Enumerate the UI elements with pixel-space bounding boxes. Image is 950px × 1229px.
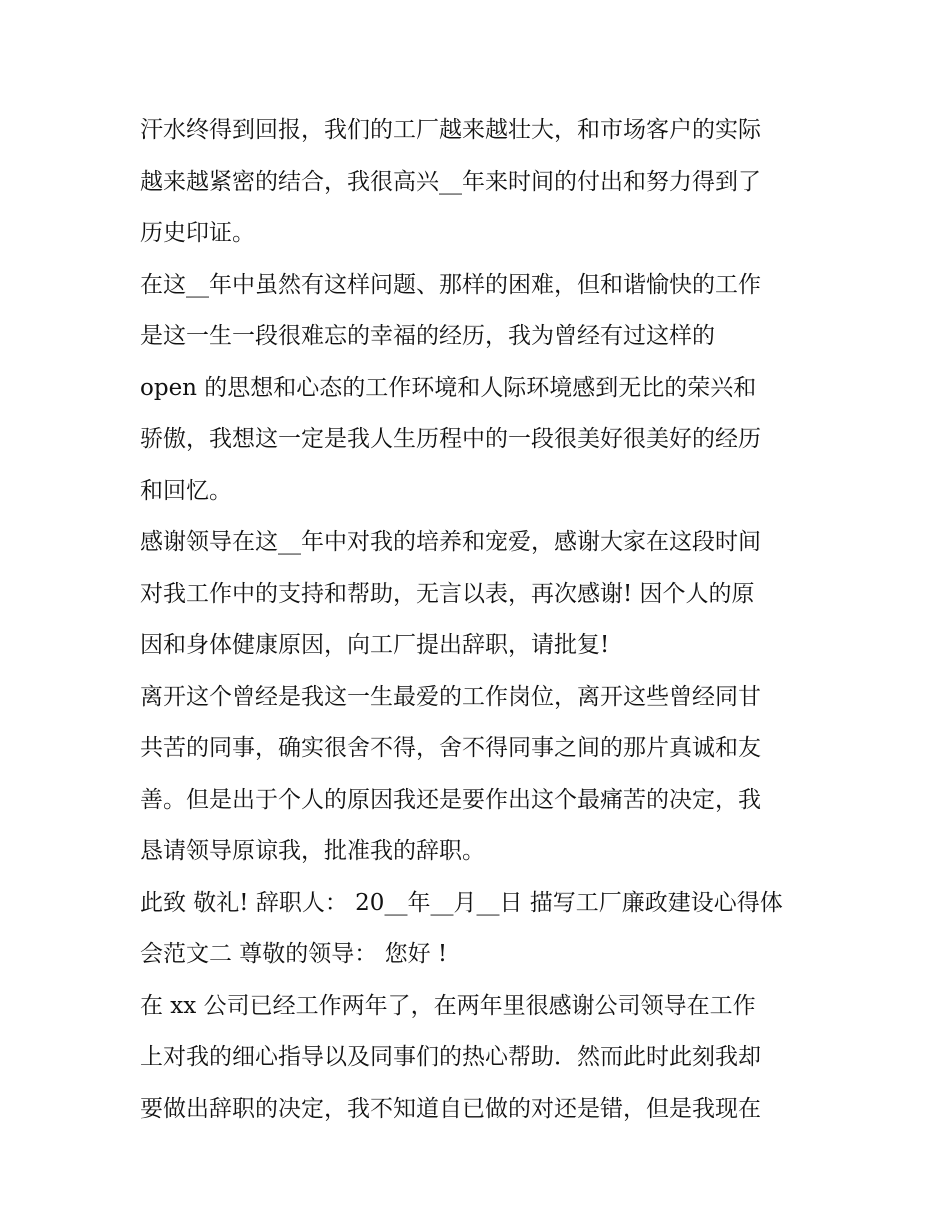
document-body (140, 105, 820, 1135)
text-line: 感谢领导在这__年中对我的培养和宠爱，感谢大家在这段时间 (140, 529, 761, 555)
text-line: 善。但是出于个人的原因我还是要作出这个最痛苦的决定，我 (140, 786, 761, 813)
text-line: 共苦的同事，确实很舍不得，舍不得同事之间的那片真诚和友 (140, 735, 761, 761)
text-line: 会范文二 尊敬的领导： 您好 ! (140, 941, 448, 967)
text-line: 是这一生一段很难忘的幸福的经历，我为曾经有过这样的 (140, 323, 715, 349)
text-line: 离开这个曾经是我这一生最爱的工作岗位，离开这些曾经同甘 (140, 683, 761, 710)
text-line: 骄傲，我想这一定是我人生历程中的一段很美好很美好的经历 (140, 426, 761, 452)
text-line: 在这__年中虽然有这样问题、那样的困难，但和谐愉快的工作 (140, 271, 761, 298)
text-line: 在 xx 公司已经工作两年了，在两年里很感谢公司领导在工作 (140, 992, 756, 1019)
text-line: 恳请领导原谅我，批准我的辞职。 (140, 838, 485, 864)
text-line: open 的思想和心态的工作环境和人际环境感到无比的荣兴和 (140, 374, 757, 401)
text-line: 对我工作中的支持和帮助，无言以表，再次感谢! 因个人的原 (140, 580, 755, 607)
text-line: 汗水终得到回报，我们的工厂越来越壮大，和市场客户的实际 (140, 117, 761, 143)
text-line: 和回忆。 (140, 477, 232, 504)
text-line: 上对我的细心指导以及同事们的热心帮助．然而此时此刻我却 (140, 1044, 761, 1070)
text-line: 越来越紧密的结合，我很高兴__年来时间的付出和努力得到了 (140, 168, 761, 195)
text-line: 历史印证。 (140, 220, 255, 246)
text-line: 要做出辞职的决定，我不知道自已做的对还是错，但是我现在 (140, 1095, 761, 1122)
text-line: 此致 敬礼! 辞职人： 20__年__月__日 描写工厂廉政建设心得体 (140, 889, 783, 916)
text-line: 因和身体健康原因，向工厂提出辞职，请批复! (140, 632, 610, 658)
